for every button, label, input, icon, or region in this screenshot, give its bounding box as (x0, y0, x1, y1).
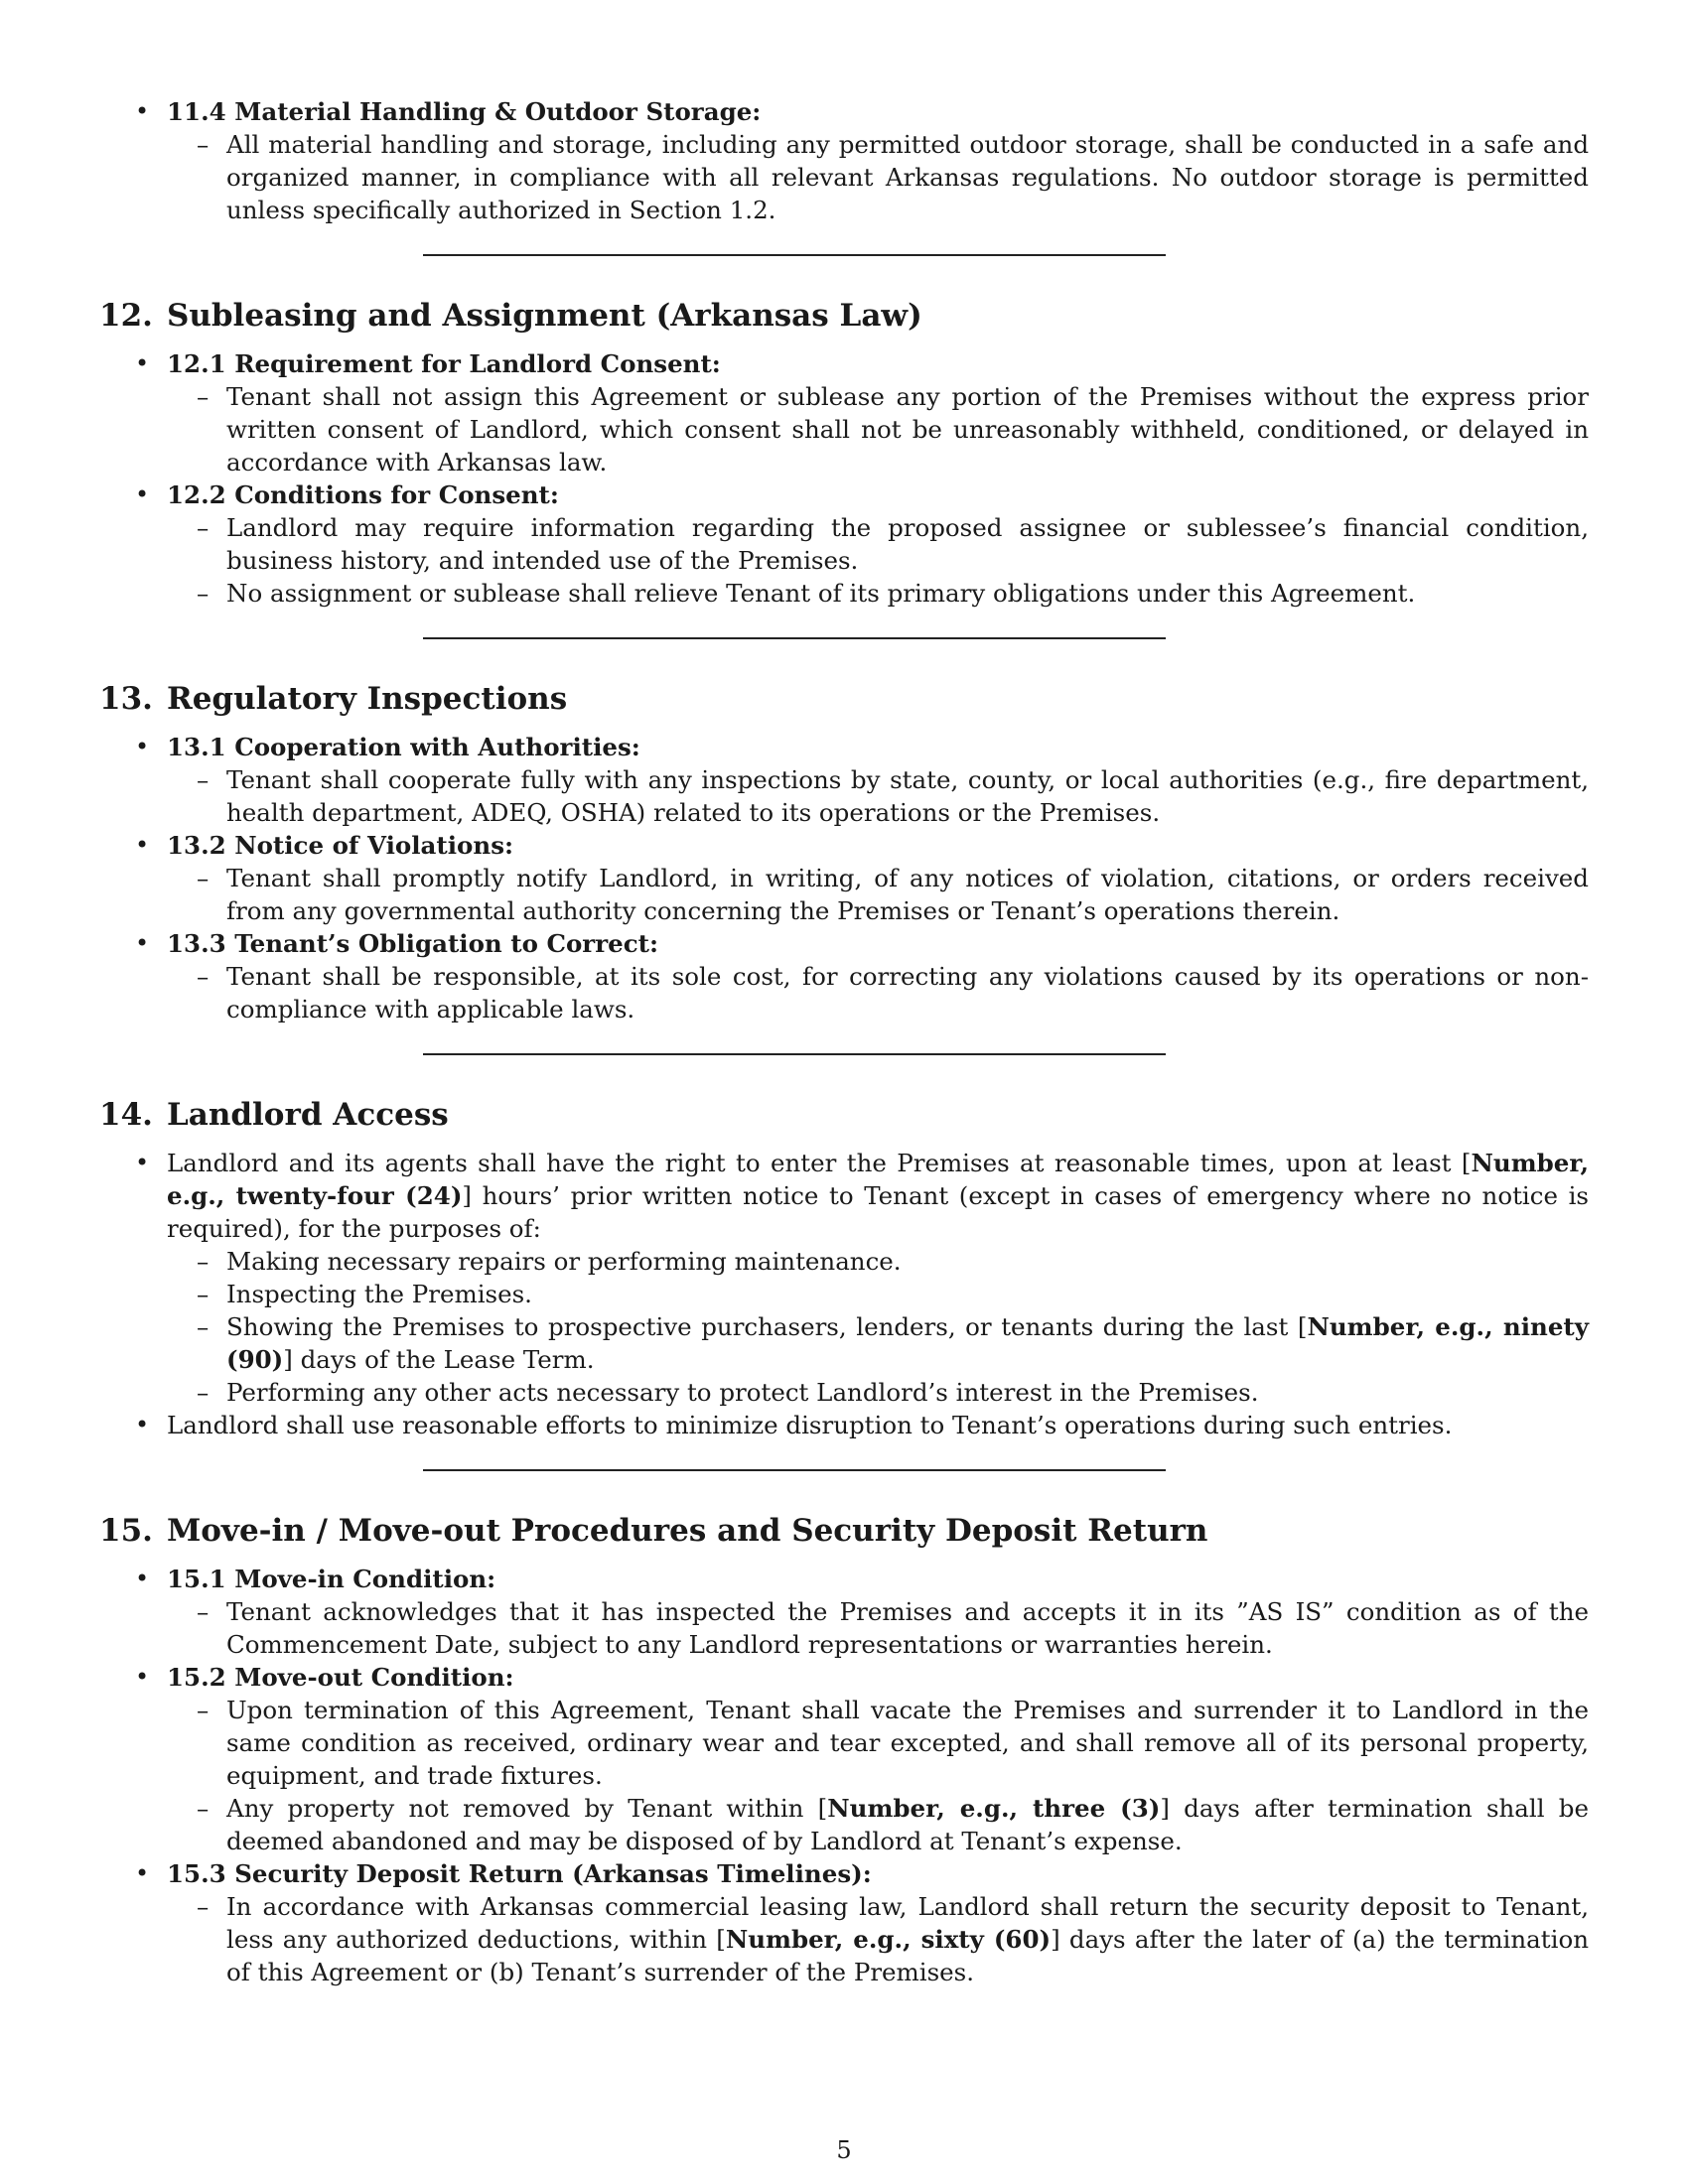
sub-item-text: Tenant acknowledges that it has inspected the Premises and accepts it in its ”AS IS” condition as of the Commencement Date, subject to any Landlord representations or warranties herein. (226, 1597, 1589, 1659)
sub-item (167, 1694, 1589, 1792)
bullet-icon: • (135, 480, 150, 508)
sub-item (167, 1595, 1589, 1661)
sub-item (167, 1890, 1589, 1988)
access-rights-text (167, 1147, 1589, 1245)
placeholder-field: Number, e.g., twenty-four (24) (167, 1149, 1589, 1210)
text-run: ] hours’ prior written notice to Tenant (except in cases of emergency where no notice is required), for the purposes of: (167, 1181, 1589, 1243)
bullet-icon: • (135, 1149, 150, 1176)
item-title: 15.2 Move-out Condition: (167, 1663, 514, 1692)
item-13-2 (99, 829, 1589, 927)
item-title: 13.3 Tenant’s Obligation to Correct: (167, 929, 658, 958)
item-title: 12.2 Conditions for Consent: (167, 480, 559, 509)
text-run: Any property not removed by Tenant within [ (226, 1794, 828, 1823)
section-number: 13. (99, 681, 153, 717)
dash-icon: – (197, 1312, 210, 1341)
sub-item-text (226, 1312, 1589, 1374)
sub-item-text: No assignment or sublease shall relieve Tenant of its primary obligations under this Agreement. (226, 579, 1416, 608)
item-13-3 (99, 927, 1589, 1025)
item-13-1 (99, 731, 1589, 829)
section-11-list (99, 95, 1589, 226)
item-15-1 (99, 1563, 1589, 1661)
dash-icon: – (197, 1280, 210, 1308)
dash-icon: – (197, 579, 210, 608)
bullet-icon: • (135, 1663, 150, 1691)
dash-icon: – (197, 765, 210, 794)
placeholder-field: Number, e.g., three (3) (827, 1794, 1161, 1823)
bullet-icon: • (135, 733, 150, 760)
text-run: ] days after termination shall be deemed abandoned and may be disposed of by Landlord at Tenant’s expense. (226, 1794, 1589, 1855)
section-15-heading (99, 1511, 1589, 1551)
dash-icon: – (197, 382, 210, 411)
sub-item-text: Tenant shall cooperate fully with any inspections by state, county, or local authorities (e.g., fire department, health department, ADEQ, OSHA) related to its operations or the Premises. (226, 765, 1589, 827)
document-page (99, 95, 1589, 1988)
bullet-icon: • (135, 349, 150, 377)
dash-icon: – (197, 1696, 210, 1724)
dash-icon: – (197, 1597, 210, 1626)
item-15-3 (99, 1857, 1589, 1988)
section-title: Move-in / Move-out Procedures and Security Deposit Return (166, 1513, 1208, 1549)
item-title: 15.1 Move-in Condition: (167, 1565, 496, 1593)
text-run: ] days after the later of (a) the termination of this Agreement or (b) Tenant’s surrender of the Premises. (226, 1925, 1589, 1986)
dash-icon: – (197, 1892, 210, 1921)
sub-item-text: Landlord may require information regarding the proposed assignee or sublessee’s financial condition, business history, and intended use of the Premises. (226, 513, 1589, 575)
placeholder-field: Number, e.g., ninety (90) (226, 1312, 1589, 1374)
section-12-list (99, 347, 1589, 610)
item-title: 11.4 Material Handling & Outdoor Storage: (167, 97, 762, 126)
section-number: 14. (99, 1097, 153, 1133)
item-12-2 (99, 478, 1589, 610)
disruption-text: Landlord shall use reasonable efforts to minimize disruption to Tenant’s operations during such entries. (167, 1411, 1453, 1439)
section-14-list (99, 1147, 1589, 1441)
item-title: 12.1 Requirement for Landlord Consent: (167, 349, 721, 378)
sub-item-text: Making necessary repairs or performing maintenance. (226, 1247, 902, 1276)
bullet-icon: • (135, 831, 150, 859)
dash-icon: – (197, 864, 210, 892)
item-title: 13.1 Cooperation with Authorities: (167, 733, 640, 761)
dash-icon: – (197, 962, 210, 991)
section-number: 12. (99, 298, 153, 334)
section-13-list (99, 731, 1589, 1025)
sub-item-text (226, 1794, 1589, 1855)
disruption-item (99, 1409, 1589, 1441)
access-rights-item (99, 1147, 1589, 1409)
sub-item (167, 763, 1589, 829)
page-number: 5 (836, 2136, 852, 2164)
section-number: 15. (99, 1513, 153, 1549)
sub-item-text: Performing any other acts necessary to protect Landlord’s interest in the Premises. (226, 1378, 1259, 1407)
sub-item-text: Upon termination of this Agreement, Tenant shall vacate the Premises and surrender it to Landlord in the same condition as received, ordinary wear and tear excepted, and shall remove all of its personal property, equipment, and trade fixtures. (226, 1696, 1589, 1790)
section-title: Subleasing and Assignment (Arkansas Law) (166, 298, 922, 334)
item-12-1 (99, 347, 1589, 478)
dash-icon: – (197, 1794, 210, 1823)
sub-item (167, 1792, 1589, 1857)
sub-item (167, 960, 1589, 1025)
section-divider (423, 1053, 1166, 1055)
bullet-icon: • (135, 1411, 150, 1438)
bullet-icon: • (135, 1565, 150, 1592)
section-12-heading (99, 296, 1589, 336)
bullet-icon: • (135, 97, 150, 125)
sub-item-text: Tenant shall not assign this Agreement or sublease any portion of the Premises without the express prior written consent of Landlord, which consent shall not be unreasonably withheld, conditioned, or delayed in accordance with Arkansas law. (226, 382, 1589, 477)
sub-item (167, 1278, 1589, 1310)
dash-icon: – (197, 513, 210, 542)
sub-item-text: All material handling and storage, including any permitted outdoor storage, shall be conducted in a safe and organized manner, in compliance with all relevant Arkansas regulations. No outdoor storage is permitted unless specifically authorized in Section 1.2. (226, 130, 1589, 224)
section-divider (423, 1469, 1166, 1471)
text-run: ] days of the Lease Term. (283, 1345, 595, 1374)
section-divider (423, 254, 1166, 256)
section-13-heading (99, 679, 1589, 719)
sub-item (167, 862, 1589, 927)
text-run: Showing the Premises to prospective purchasers, lenders, or tenants during the last [ (226, 1312, 1308, 1341)
bullet-icon: • (135, 929, 150, 957)
sub-item-text (226, 1892, 1589, 1986)
sub-item (167, 1245, 1589, 1278)
section-title: Landlord Access (166, 1097, 449, 1133)
sub-item-text: Tenant shall promptly notify Landlord, in writing, of any notices of violation, citations, or orders received from any governmental authority concerning the Premises or Tenant’s operations therein. (226, 864, 1589, 925)
sub-item (167, 577, 1589, 610)
section-divider (423, 637, 1166, 639)
sub-item (167, 1310, 1589, 1376)
placeholder-field: Number, e.g., sixty (60) (725, 1925, 1052, 1954)
dash-icon: – (197, 130, 210, 159)
item-title: 15.3 Security Deposit Return (Arkansas Timelines): (167, 1859, 872, 1888)
dash-icon: – (197, 1247, 210, 1276)
sub-item-text: Inspecting the Premises. (226, 1280, 532, 1308)
section-15-list (99, 1563, 1589, 1988)
dash-icon: – (197, 1378, 210, 1407)
text-run: In accordance with Arkansas commercial leasing law, Landlord shall return the security deposit to Tenant, less any authorized deductions, within [ (226, 1892, 1589, 1954)
sub-item (167, 380, 1589, 478)
bullet-icon: • (135, 1859, 150, 1887)
sub-item (167, 1376, 1589, 1409)
sub-item-text: Tenant shall be responsible, at its sole cost, for correcting any violations caused by its operations or non-compliance with applicable laws. (226, 962, 1589, 1024)
item-11-4 (99, 95, 1589, 226)
sub-item (167, 128, 1589, 226)
section-title: Regulatory Inspections (166, 681, 568, 717)
item-15-2 (99, 1661, 1589, 1857)
sub-item (167, 511, 1589, 577)
item-title: 13.2 Notice of Violations: (167, 831, 514, 860)
section-14-heading (99, 1095, 1589, 1135)
text-run: Landlord and its agents shall have the right to enter the Premises at reasonable times, upon at least [ (167, 1149, 1472, 1177)
